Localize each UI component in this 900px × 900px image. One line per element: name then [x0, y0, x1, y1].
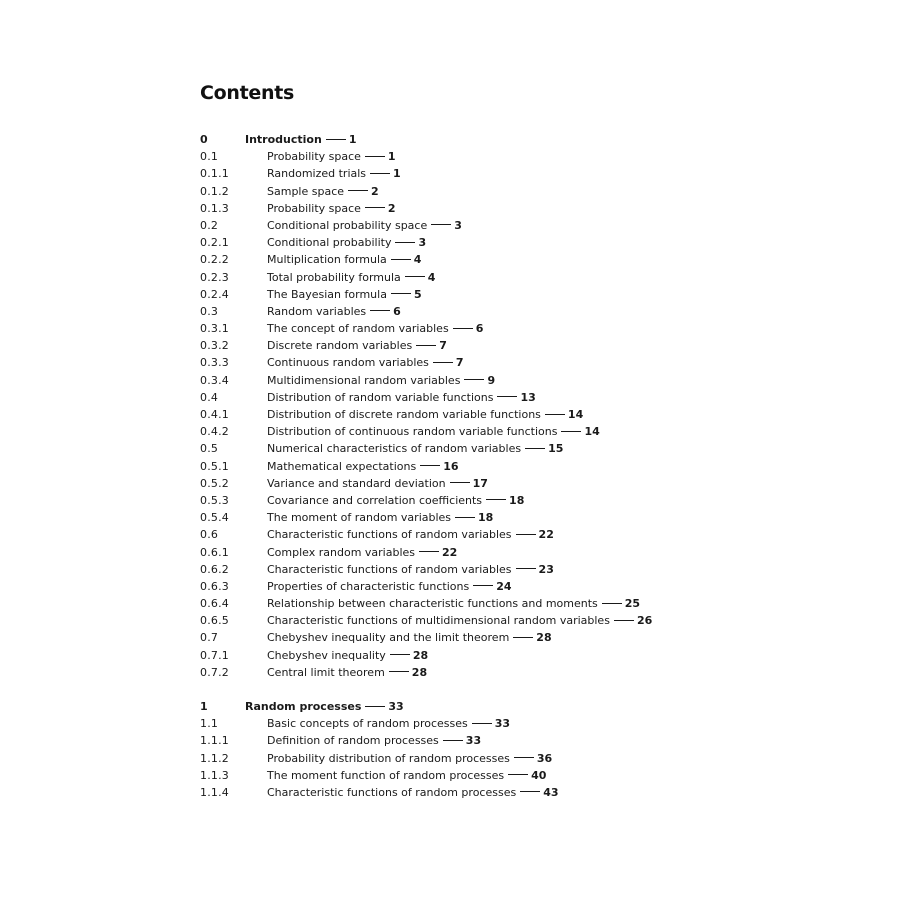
toc-page-number: 9: [487, 373, 496, 387]
toc-page-number: 14: [567, 408, 584, 421]
toc-title: The Bayesian formula: [267, 287, 387, 301]
toc-section-row[interactable]: [200, 217, 860, 234]
toc-page-number: 33: [465, 734, 482, 748]
toc-leader-dash: [453, 328, 473, 329]
toc-entry: [267, 612, 652, 629]
toc-section-row[interactable]: [200, 664, 860, 681]
toc-section-row[interactable]: [200, 647, 860, 664]
toc-entry: [267, 286, 422, 303]
toc-section-row[interactable]: [200, 475, 860, 492]
toc-leader-dash: [326, 139, 346, 140]
toc-leader-dash: [389, 671, 409, 672]
toc-entry: [267, 406, 583, 423]
toc-entry: [267, 165, 401, 182]
toc-chapter-row[interactable]: [200, 131, 860, 148]
toc-number: 0.4.2: [200, 425, 229, 439]
toc-section-row[interactable]: [200, 389, 860, 406]
toc-leader-dash: [431, 224, 451, 225]
toc-section-row[interactable]: [200, 148, 860, 165]
toc-page-number: 33: [494, 717, 511, 731]
toc-page-number: 2: [371, 184, 379, 198]
toc-page-number: 22: [442, 545, 458, 559]
toc-title: Mathematical expectations: [267, 459, 417, 473]
toc-entry: [267, 526, 554, 543]
toc-entry: [267, 715, 510, 732]
toc-leader-dash: [473, 585, 493, 586]
toc-number: 0.6.2: [200, 562, 229, 576]
toc-page-number: 4: [413, 253, 422, 267]
toc-page-number: 33: [388, 700, 404, 713]
toc-title: Distribution of continuous random variable functions: [267, 425, 558, 439]
toc-leader-dash: [370, 310, 390, 311]
toc-entry: [267, 269, 435, 286]
toc-page-number: 36: [536, 751, 553, 765]
toc-title: Random processes: [245, 700, 362, 713]
page-title: Contents: [200, 82, 295, 104]
toc-page-number: 26: [636, 614, 653, 628]
toc-page-number: 1: [387, 150, 396, 164]
toc-entry: [267, 767, 546, 784]
toc-leader-dash: [420, 465, 440, 466]
toc-title: Characteristic functions of random processes: [267, 785, 517, 799]
toc-section-row[interactable]: [200, 458, 860, 475]
toc-title: The concept of random variables: [267, 322, 449, 336]
toc-section-row[interactable]: [200, 767, 860, 784]
toc-section-row[interactable]: [200, 269, 860, 286]
toc-entry: [267, 372, 495, 389]
toc-section-row[interactable]: [200, 286, 860, 303]
toc-title: Variance and standard deviation: [267, 476, 446, 490]
toc-number: 0.4.1: [200, 408, 229, 421]
toc-title: Relationship between characteristic functions and moments: [267, 597, 598, 611]
toc-number: 1: [200, 700, 208, 713]
toc-section-row[interactable]: [200, 183, 860, 200]
toc-page-number: 17: [472, 476, 488, 490]
toc-page-number: 1: [393, 167, 401, 181]
toc-leader-dash: [450, 482, 470, 483]
toc-entry: [267, 423, 600, 440]
toc-section-row[interactable]: [200, 354, 860, 371]
toc-title: Conditional probability: [267, 236, 392, 250]
toc-number: 0.3.1: [200, 322, 229, 336]
toc-title: Chebyshev inequality: [267, 648, 386, 662]
toc-entry: [245, 698, 404, 715]
toc-number: 0.2.4: [200, 287, 229, 301]
toc-leader-dash: [497, 396, 517, 397]
toc-number: 0.3.2: [200, 339, 229, 353]
toc-leader-dash: [365, 207, 385, 208]
toc-title: Properties of characteristic functions: [267, 579, 470, 593]
toc-page-number: 6: [393, 304, 401, 318]
toc-entry: [267, 475, 488, 492]
toc-title: Discrete random variables: [267, 339, 413, 353]
toc-leader-dash: [443, 740, 463, 741]
toc-title: Probability space: [267, 150, 361, 164]
toc-number: 0.5.4: [200, 511, 229, 525]
toc-leader-dash: [405, 276, 425, 277]
toc-leader-dash: [561, 431, 581, 432]
toc-chapter-row[interactable]: [200, 698, 860, 715]
toc-section-row[interactable]: [200, 200, 860, 217]
toc-page-number: 18: [478, 511, 494, 525]
toc-section-row[interactable]: [200, 320, 860, 337]
toc-leader-dash: [508, 774, 528, 775]
toc-title: Covariance and correlation coefficients: [267, 493, 483, 507]
toc-number: 0.7.1: [200, 648, 229, 662]
toc-leader-dash: [614, 620, 634, 621]
toc-page-number: 3: [454, 218, 462, 232]
toc-page-number: 1: [348, 133, 357, 146]
toc-page-number: 22: [538, 528, 554, 542]
toc-number: 0.2.1: [200, 236, 229, 250]
toc-section-row[interactable]: [200, 561, 860, 578]
toc-section-row[interactable]: [200, 784, 860, 801]
toc-entry: [267, 217, 462, 234]
toc-entry: [267, 234, 426, 251]
toc-page-number: 15: [548, 442, 564, 456]
toc-number: 0.7.2: [200, 665, 229, 679]
toc-title: Characteristic functions of random variables: [267, 562, 512, 576]
toc-number: 0.4: [200, 390, 219, 404]
toc-section-row[interactable]: [200, 732, 860, 749]
toc-section-row[interactable]: [200, 372, 860, 389]
toc-page-number: 7: [439, 339, 447, 353]
toc-page-number: 18: [509, 493, 525, 507]
toc-number: 0.6.4: [200, 597, 229, 611]
toc-title: Multiplication formula: [267, 253, 387, 267]
toc-number: 0.3.4: [200, 373, 229, 387]
toc-number: 0.6: [200, 528, 219, 542]
toc-entry: [267, 544, 457, 561]
toc-entry: [267, 732, 481, 749]
toc-title: Chebyshev inequality and the limit theorem: [267, 631, 510, 645]
toc-number: 0.6.3: [200, 579, 229, 593]
toc-number: 1.1.3: [200, 768, 229, 782]
toc-title: The moment function of random processes: [267, 768, 505, 782]
toc-number: 0.6.1: [200, 545, 229, 559]
toc-section-row[interactable]: [200, 251, 860, 268]
toc-entry: [267, 784, 559, 801]
toc-section-row[interactable]: [200, 234, 860, 251]
toc-leader-dash: [348, 190, 368, 191]
toc-section-row[interactable]: [200, 423, 860, 440]
toc-page-number: 28: [536, 631, 552, 645]
toc-leader-dash: [455, 517, 475, 518]
toc-entry: [245, 131, 356, 148]
toc-number: 0.2: [200, 218, 219, 232]
toc-entry: [267, 578, 512, 595]
toc-title: Random variables: [267, 304, 367, 318]
toc-number: 0.1.2: [200, 184, 229, 198]
toc-number: 1.1.1: [200, 734, 229, 748]
toc-section-row[interactable]: [200, 750, 860, 767]
toc-entry: [267, 320, 483, 337]
toc-page-number: 23: [538, 562, 554, 576]
toc-leader-dash: [464, 379, 484, 380]
toc-title: Basic concepts of random processes: [267, 717, 468, 731]
toc-number: 1.1.4: [200, 785, 229, 799]
toc-section-row[interactable]: [200, 595, 860, 612]
toc-section-row[interactable]: [200, 440, 860, 457]
toc-section-row[interactable]: [200, 509, 860, 526]
toc-entry: [267, 629, 552, 646]
toc-page-number: 5: [413, 287, 422, 301]
toc-title: Distribution of random variable functions: [267, 390, 494, 404]
toc-page-number: 16: [443, 459, 459, 473]
toc-title: Introduction: [245, 133, 322, 146]
toc-entry: [267, 664, 427, 681]
toc-section-row[interactable]: [200, 165, 860, 182]
toc-leader-dash: [433, 362, 453, 363]
toc-entry: [267, 251, 421, 268]
toc-entry: [267, 458, 459, 475]
toc-section-row[interactable]: [200, 715, 860, 732]
toc-page-number: 7: [455, 356, 464, 370]
toc-leader-dash: [514, 757, 534, 758]
toc-number: 0.2.2: [200, 253, 229, 267]
toc-leader-dash: [395, 242, 415, 243]
toc-number: 0.5: [200, 442, 219, 456]
toc-number: 0.3: [200, 304, 219, 318]
toc-leader-dash: [391, 259, 411, 260]
toc-leader-dash: [472, 723, 492, 724]
toc-entry: [267, 647, 428, 664]
toc-title: Distribution of discrete random variable functions: [267, 408, 541, 421]
toc-page-number: 43: [543, 785, 559, 799]
toc-page-number: 25: [624, 597, 641, 611]
toc-entry: [267, 750, 552, 767]
toc-number: 0.1.1: [200, 167, 229, 181]
toc-entry: [267, 509, 493, 526]
toc-leader-dash: [365, 156, 385, 157]
toc-number: 0.1.3: [200, 201, 229, 215]
toc-page-number: 14: [584, 425, 600, 439]
toc-page-number: 28: [411, 665, 428, 679]
toc-leader-dash: [516, 568, 536, 569]
toc-number: 0.7: [200, 631, 219, 645]
toc-leader-dash: [602, 603, 622, 604]
toc-leader-dash: [419, 551, 439, 552]
toc-entry: [267, 148, 396, 165]
toc-number: 0.6.5: [200, 614, 229, 628]
toc-entry: [267, 354, 464, 371]
toc-section-row[interactable]: [200, 406, 860, 423]
toc-page-number: 6: [475, 322, 484, 336]
toc-page-number: 28: [412, 648, 429, 662]
contents-page: [200, 80, 860, 801]
toc-leader-dash: [391, 293, 411, 294]
toc-leader-dash: [365, 706, 385, 707]
toc-list: [200, 131, 860, 801]
toc-entry: [267, 183, 379, 200]
toc-title: Characteristic functions of random variables: [267, 528, 512, 542]
toc-leader-dash: [486, 499, 506, 500]
toc-number: 0.5.1: [200, 459, 229, 473]
toc-section-row[interactable]: [200, 303, 860, 320]
toc-number: 0.5.3: [200, 493, 229, 507]
toc-number: 0.3.3: [200, 356, 229, 370]
toc-title: Continuous random variables: [267, 356, 429, 370]
toc-leader-dash: [545, 414, 565, 415]
toc-leader-dash: [520, 791, 540, 792]
toc-entry: [267, 200, 396, 217]
toc-section-row[interactable]: [200, 578, 860, 595]
toc-page-number: 2: [387, 201, 396, 215]
toc-leader-dash: [416, 345, 436, 346]
toc-section-row[interactable]: [200, 526, 860, 543]
toc-number: 1.1.2: [200, 751, 229, 765]
toc-page-number: 24: [496, 579, 512, 593]
toc-leader-dash: [525, 448, 545, 449]
toc-section-row[interactable]: [200, 337, 860, 354]
toc-title: Central limit theorem: [267, 665, 385, 679]
toc-page-number: 40: [531, 768, 547, 782]
toc-page-number: 13: [520, 390, 536, 404]
toc-section-row[interactable]: [200, 612, 860, 629]
toc-number: 0.5.2: [200, 476, 229, 490]
toc-entry: [267, 595, 640, 612]
toc-title: The moment of random variables: [267, 511, 452, 525]
toc-number: 0.1: [200, 150, 219, 164]
toc-leader-dash: [390, 654, 410, 655]
chapter-spacer: [200, 681, 860, 698]
toc-section-row[interactable]: [200, 492, 860, 509]
toc-number: 1.1: [200, 717, 219, 731]
toc-entry: [267, 337, 447, 354]
toc-title: Probability distribution of random processes: [267, 751, 510, 765]
toc-title: Sample space: [267, 184, 345, 198]
toc-title: Total probability formula: [267, 270, 401, 284]
toc-entry: [267, 303, 401, 320]
toc-title: Complex random variables: [267, 545, 416, 559]
toc-page-number: 4: [427, 270, 436, 284]
toc-title: Probability space: [267, 201, 361, 215]
toc-entry: [267, 440, 563, 457]
toc-number: 0: [200, 133, 208, 146]
toc-section-row[interactable]: [200, 629, 860, 646]
toc-title: Multidimensional random variables: [267, 373, 461, 387]
toc-leader-dash: [370, 173, 390, 174]
toc-leader-dash: [513, 637, 533, 638]
toc-entry: [267, 492, 524, 509]
toc-leader-dash: [516, 534, 536, 535]
toc-title: Characteristic functions of multidimensional random variables: [267, 614, 610, 628]
toc-title: Definition of random processes: [267, 734, 439, 748]
toc-title: Conditional probability space: [267, 218, 428, 232]
toc-section-row[interactable]: [200, 544, 860, 561]
toc-entry: [267, 389, 536, 406]
toc-entry: [267, 561, 554, 578]
toc-number: 0.2.3: [200, 270, 229, 284]
toc-page-number: 3: [418, 236, 427, 250]
toc-title: Randomized trials: [267, 167, 367, 181]
toc-title: Numerical characteristics of random variables: [267, 442, 522, 456]
